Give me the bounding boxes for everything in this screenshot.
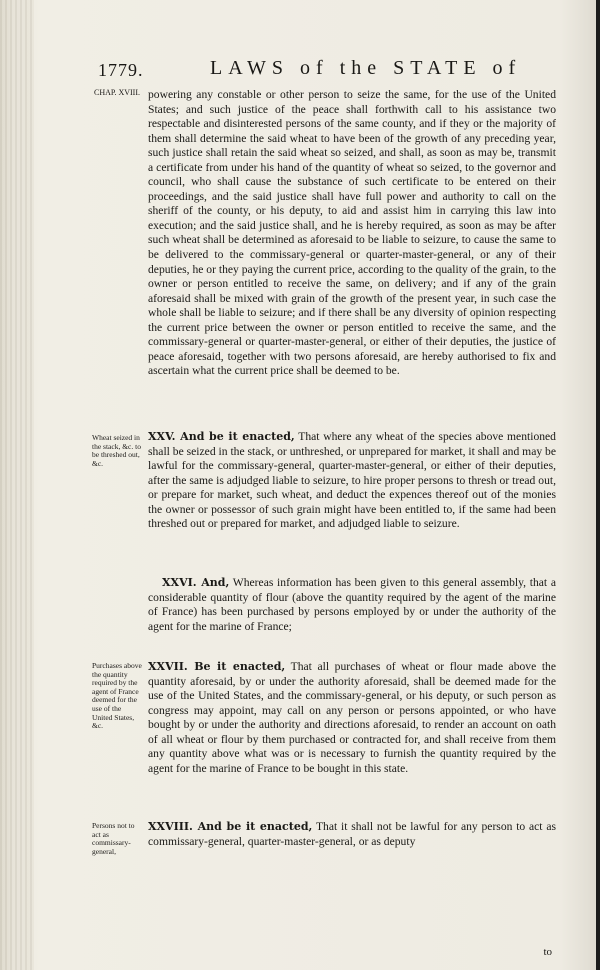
catchword: to xyxy=(543,946,552,958)
section-xxv xyxy=(148,430,556,532)
section-lead: XXV. And be it enacted, xyxy=(148,430,295,443)
section-xxvi xyxy=(148,576,556,634)
paragraph-text: That where any wheat of the species above mentioned shall be seized in the stack, or unthreshed, or unprepared for market, it shall and may be lawful for the commissary-general, quarter-master-general, or either of their deputies, after the same is adjudged liable to seizure, to hire proper persons to thresh or tread out, or prepare for market, such wheat, and deduct the expences thereof out of the monies the owner or possessor of such grain might have been entitled to, if the same had been threshed out or prepared for market, and adjudged liable to seizure. xyxy=(148,430,556,531)
paragraph-text: That all purchases of wheat or flour made above the quantity aforesaid, by or under the authority aforesaid, shall be deemed made for the use of the United States, and the commissary-general, or his deputy, or such person as congress may appoint, may call on any person or persons appointed, or who have bought by or under the authority and directions aforesaid, to render an account on oath of all wheat or flour by them purchased or contracted for, and shall receive from them any quantity above what was or is necessary to furnish the quantity required by the agent for the marine of France to be bought in this state. xyxy=(148,660,556,775)
margin-note-wheat-seized: Wheat seized in the stack, &c. to be threshed out, &c. xyxy=(92,433,141,468)
right-border-rule xyxy=(596,0,600,970)
section-xxvii xyxy=(148,660,556,776)
margin-note-purchases: Purchases above the quantity required by the agent of France deemed for the use of the United States, &c. xyxy=(92,661,142,731)
margin-note-persons-not: Persons not to act as commissary-general, xyxy=(92,821,135,856)
section-xxviii xyxy=(148,820,556,849)
running-head: LAWS of the STATE of xyxy=(210,57,522,79)
page-year: 1779. xyxy=(98,60,144,80)
section-lead: XXVII. Be it enacted, xyxy=(148,660,286,673)
paragraph-text: That it shall not be lawful for any person to act as commissary-general, quarter-master-general, or as deputy xyxy=(148,820,556,848)
paragraph-text: powering any constable or other person to seize the same, for the use of the United States; and such justice of the peace shall forthwith call to his assistance two respectable and disinterested persons of the same county, and if they or the majority of them shall determine the said wheat to have been of the growth of any preceding year, such justice shall retain the said wheat so seized, and shall, as soon as may be, transmit a certificate from under his hand of the quantity of wheat so seized, to the governor and council, who shall cause the substance of such certificate to be entered on their proceedings, and the said justice shall have full power and authority to call on the sheriff of the county, or his deputy, to aid and assist him in carrying this law into execution; and the said justice shall, and he is hereby required, as soon as may be after such wheat shall be determined as aforesaid to be liable to seizure, to cause the same to be delivered to the commissary-general or quarter-master-general, or any of their deputies, he or they paying the current price, according to the quality of the grain, to the owner or person entitled to receive the same, on delivery; and if any of the grain aforesaid shall be mixed with grain of the growth of the present year, in such case the whole shall be liable to seizure; and if there shall be any diversity of opinion respecting the current price between the owner or person entitled to receive the same, and the commissary-general or quarter-master-general, or either of their deputies, the justice of peace aforesaid, together with two persons aforesaid, are hereby authorised to fix and ascertain what the current price shall be deemed to be. xyxy=(148,88,556,378)
page-binding-edge xyxy=(0,0,34,970)
paragraph-continuation xyxy=(148,88,556,379)
chapter-label: CHAP. XVIII. xyxy=(94,88,140,97)
section-lead: XXVIII. And be it enacted, xyxy=(148,820,313,833)
section-lead: XXVI. And, xyxy=(162,576,230,589)
paragraph-text: Whereas information has been given to this general assembly, that a considerable quantity of flour (above the quantity required by the agent of the marine of France) has been purchased by persons employed by or under the authority of the agent for the marine of France; xyxy=(148,576,556,633)
